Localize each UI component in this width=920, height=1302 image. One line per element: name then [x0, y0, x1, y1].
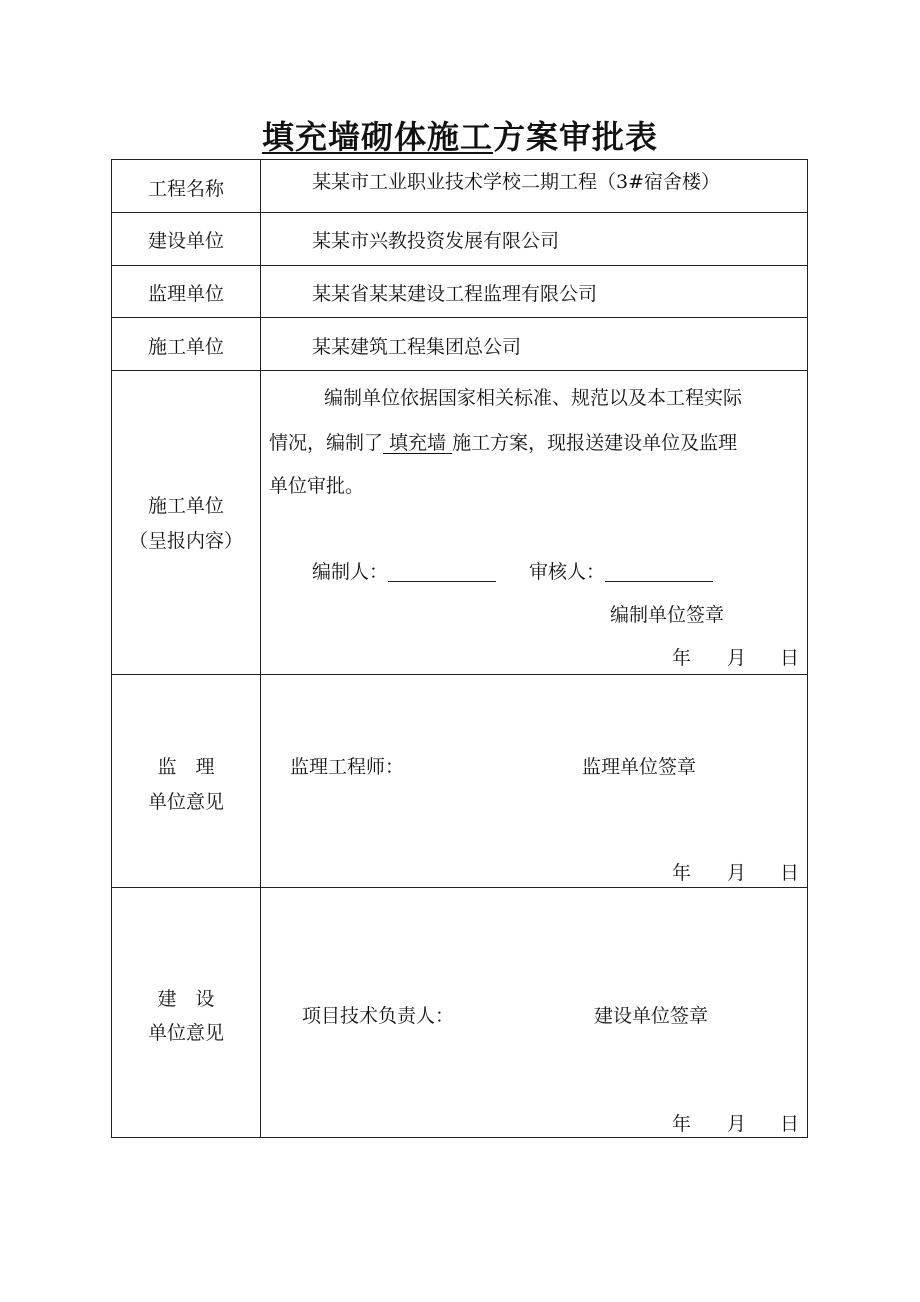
compiler-label: 编制人： [312, 561, 389, 583]
submission-label-line1: 施工单位 [147, 495, 224, 517]
owner-unit-value: 某某市兴教投资发展有限公司 [312, 230, 560, 252]
submission-date-day: 日 [780, 647, 800, 669]
title-underlined: 填充墙砌体施工 [261, 118, 493, 156]
supervision-unit-value: 某某省某某建设工程监理有限公司 [312, 283, 598, 305]
page-title [0, 112, 920, 158]
reviewer-row [529, 563, 713, 582]
supervision-date-month: 月 [727, 862, 747, 884]
reviewer-label: 审核人： [529, 561, 606, 583]
compiler-row [312, 563, 496, 582]
column-divider [260, 160, 261, 1137]
tech-lead-label: 项目技术负责人： [302, 1005, 455, 1027]
owner-seal-label: 建设单位签章 [594, 1005, 709, 1027]
owner-opinion-label-line2: 单位意见 [147, 1022, 224, 1044]
row-divider [112, 887, 807, 888]
submission-date-year: 年 [672, 647, 692, 669]
submission-para-line1: 编制单位依据国家相关标准、规范以及本工程实际 [324, 387, 743, 409]
compiler-seal-label: 编制单位签章 [610, 604, 725, 626]
row-divider [112, 265, 807, 266]
approval-form-table [111, 159, 808, 1138]
supervision-date-day: 日 [780, 862, 800, 884]
construction-unit-label: 施工单位 [147, 336, 224, 358]
owner-date-day: 日 [780, 1113, 800, 1135]
supervision-seal-label: 监理单位签章 [582, 756, 697, 778]
owner-unit-label: 建设单位 [147, 230, 224, 252]
project-name-label: 工程名称 [147, 178, 224, 200]
owner-date-year: 年 [672, 1113, 692, 1135]
owner-date-month: 月 [727, 1113, 747, 1135]
row-divider [112, 370, 807, 371]
owner-opinion-label-line1: 建 设 [157, 988, 215, 1010]
reviewer-signature-blank [605, 563, 713, 582]
supervision-unit-label: 监理单位 [147, 283, 224, 305]
construction-unit-value: 某某建筑工程集团总公司 [312, 336, 522, 358]
supervision-opinion-label-line2: 单位意见 [147, 791, 224, 813]
submission-date-month: 月 [727, 647, 747, 669]
submission-para-line2: 情况，编制了 填充墙 施工方案，现报送建设单位及监理 [269, 432, 738, 454]
supervision-engineer-label: 监理工程师： [290, 756, 405, 778]
supervision-date-year: 年 [672, 862, 692, 884]
scheme-name-fill: 填充墙 [383, 432, 453, 454]
row-divider [112, 317, 807, 318]
row-divider [112, 674, 807, 675]
submission-para-line3: 单位审批。 [269, 475, 365, 497]
submission-label-line2: （呈报内容） [128, 530, 243, 552]
compiler-signature-blank [388, 563, 496, 582]
supervision-opinion-label-line1: 监 理 [157, 756, 215, 778]
row-divider [112, 212, 807, 213]
project-name-value: 某某市工业职业技术学校二期工程（3#宿舍楼） [312, 171, 721, 193]
title-suffix: 方案审批表 [493, 118, 659, 156]
